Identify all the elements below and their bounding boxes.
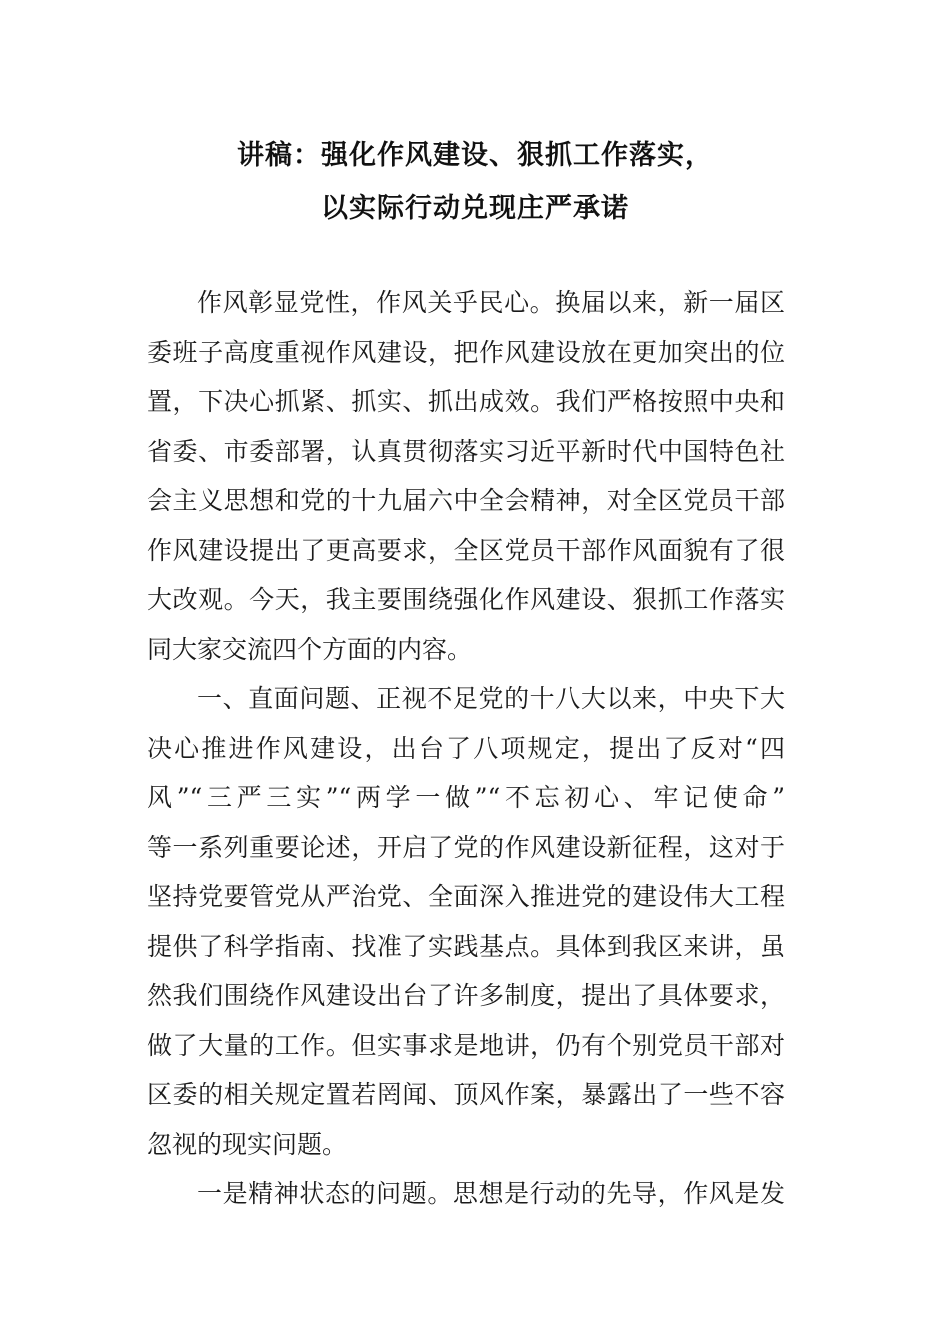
paragraph-3 xyxy=(147,1169,785,1219)
paragraph-line: 会主义思想和党的十九届六中全会精神，对全区党员干部 xyxy=(147,486,785,515)
paragraph-1 xyxy=(147,278,785,674)
paragraph-line: 提供了科学指南、找准了实践基点。具体到我区来讲，虽 xyxy=(147,931,785,961)
paragraph-line: 区委的相关规定置若罔闻、顶风作案，暴露出了一些不容 xyxy=(147,1080,785,1109)
paragraph-line: 等一系列重要论述，开启了党的作风建设新征程，这对于 xyxy=(147,832,785,862)
paragraph-line: 忽视的现实问题。 xyxy=(147,1129,348,1159)
paragraph-line: 同大家交流四个方面的内容。 xyxy=(147,634,473,664)
document-title-line-1: 讲稿：强化作风建设、狠抓工作落实， xyxy=(237,140,713,171)
paragraph-line: 省委、市委部署，认真贯彻落实习近平新时代中国特色社 xyxy=(147,436,785,466)
paragraph-line: 大改观。今天，我主要围绕强化作风建设、狠抓工作落实 xyxy=(147,585,785,614)
paragraph-line: 一、直面问题、正视不足党的十八大以来，中央下大 xyxy=(197,684,785,713)
paragraph-line: 做了大量的工作。但实事求是地讲，仍有个别党员干部对 xyxy=(147,1030,785,1060)
paragraph-line: 风”“三严三实”“两学一做”“不忘初心、牢记使命” xyxy=(147,783,785,812)
paragraph-line: 作风彰显党性，作风关乎民心。换届以来，新一届区 xyxy=(197,288,785,317)
paragraph-line: 坚持党要管党从严治党、全面深入推进党的建设伟大工程 xyxy=(147,882,785,911)
paragraph-line: 委班子高度重视作风建设，把作风建设放在更加突出的位 xyxy=(147,337,785,367)
paragraph-line: 然我们围绕作风建设出台了许多制度，提出了具体要求， xyxy=(147,981,785,1010)
document-body xyxy=(147,278,785,1219)
paragraph-line: 决心推进作风建设，出台了八项规定，提出了反对“四 xyxy=(147,733,785,763)
paragraph-line: 作风建设提出了更高要求，全区党员干部作风面貌有了很 xyxy=(147,535,785,565)
paragraph-line: 一是精神状态的问题。思想是行动的先导，作风是发 xyxy=(197,1179,785,1208)
paragraph-2 xyxy=(147,674,785,1169)
paragraph-line: 置，下决心抓紧、抓实、抓出成效。我们严格按照中央和 xyxy=(147,387,785,416)
document-title-line-2: 以实际行动兑现庄严承诺 xyxy=(321,193,629,224)
